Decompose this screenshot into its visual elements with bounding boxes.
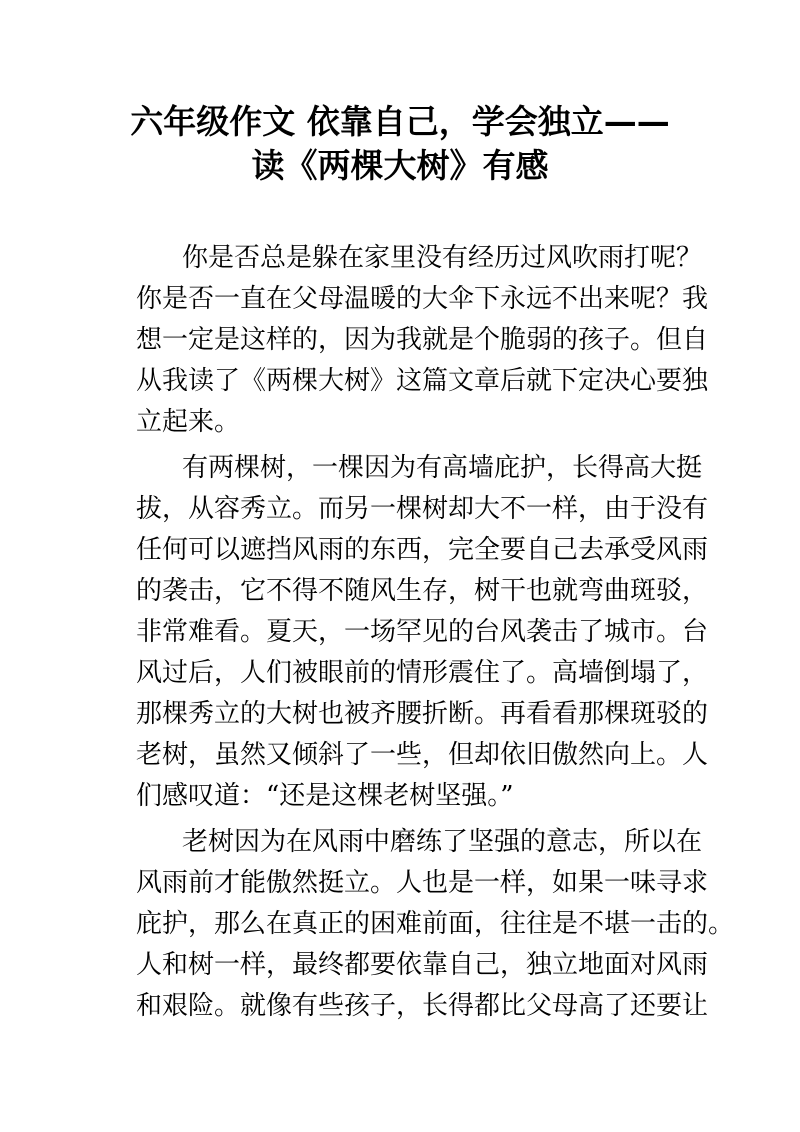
paragraph-3-line-1: 老树因为在风雨中磨练了坚强的意志，所以在 <box>182 827 703 857</box>
paragraph-3-line-2: 风雨前才能傲然挺立。人也是一样，如果一味寻求 <box>136 868 709 898</box>
paragraph-2-line-1: 有两棵树，一棵因为有高墙庇护，长得高大挺 <box>182 453 703 483</box>
paragraph-2-line-8: 老树，虽然又倾斜了一些，但却依旧傲然向上。人 <box>136 740 709 770</box>
paragraph-3-line-4: 人和树一样，最终都要依靠自己，独立地面对风雨 <box>136 950 709 980</box>
paragraph-2-line-2: 拔，从容秀立。而另一棵树却大不一样，由于没有 <box>136 494 709 524</box>
paragraph-2-line-5: 非常难看。夏天，一场罕见的台风袭击了城市。台 <box>136 617 709 647</box>
paragraph-1-line-1: 你是否总是躲在家里没有经历过风吹雨打呢？ <box>182 243 703 273</box>
title-line-2: 读《两棵大树》有感 <box>251 146 549 185</box>
paragraph-1-line-2: 你是否一直在父母温暖的大伞下永远不出来呢？我 <box>136 284 709 314</box>
title-line-1: 六年级作文 依靠自己，学会独立—— <box>130 102 670 141</box>
paragraph-3-line-3: 庇护，那么在真正的困难前面，往往是不堪一击的。 <box>136 909 735 939</box>
paragraph-1-line-5: 立起来。 <box>136 407 241 437</box>
paragraph-2-line-9: 们感叹道：“还是这棵老树坚强。” <box>136 781 514 811</box>
paragraph-2-line-3: 任何可以遮挡风雨的东西，完全要自己去承受风雨 <box>136 535 709 565</box>
paragraph-3-line-5: 和艰险。就像有些孩子，长得都比父母高了还要让 <box>136 991 709 1021</box>
paragraph-2-line-4: 的袭击，它不得不随风生存，树干也就弯曲斑驳， <box>136 576 709 606</box>
paragraph-2-line-6: 风过后，人们被眼前的情形震住了。高墙倒塌了， <box>136 658 709 688</box>
paragraph-2-line-7: 那棵秀立的大树也被齐腰折断。再看看那棵斑驳的 <box>136 699 709 729</box>
paragraph-1-line-3: 想一定是这样的，因为我就是个脆弱的孩子。但自 <box>136 325 709 355</box>
paragraph-1-line-4: 从我读了《两棵大树》这篇文章后就下定决心要独 <box>136 366 709 396</box>
